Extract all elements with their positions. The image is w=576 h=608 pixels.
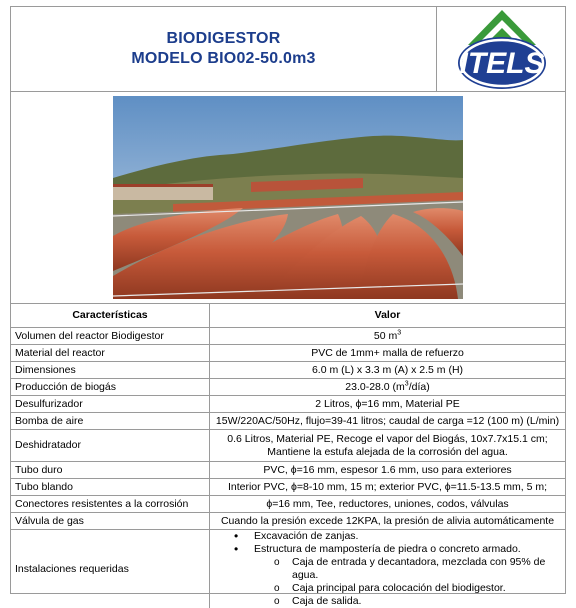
row-label: Dimensiones (11, 362, 210, 379)
table-row (11, 462, 565, 479)
photo-row (11, 91, 565, 304)
table-row (11, 328, 565, 345)
row-value-line: 0.6 Litros, Material PE, Recoge el vapor del Biogás, 10x7.7x15.1 cm; (214, 433, 561, 446)
table-row (11, 430, 565, 462)
row-label: Bomba de aire (11, 413, 210, 430)
row-value: PVC de 1mm+ malla de refuerzo (210, 345, 566, 362)
table-row (11, 530, 565, 608)
row-value: 50 $m^3$ (210, 328, 566, 345)
row-value: 23.0-28.0 $(m^3/día)$ (210, 379, 566, 396)
table-row (11, 345, 565, 362)
requirements-list (214, 530, 561, 608)
table-row (11, 379, 565, 396)
row-label: Desulfurizador (11, 396, 210, 413)
row-value (210, 530, 566, 608)
row-label: Material del reactor (11, 345, 210, 362)
table-row (11, 479, 565, 496)
itels-logo-icon (452, 7, 552, 91)
list-item: • Estructura de mampostería de piedra o concreto armado. o Caja de entrada y decantadora, mezclada con 95% de agua. o Caja principal para colocación del biodigestor. o Caja de salida. (254, 543, 561, 608)
requirements-sublist (254, 556, 561, 608)
row-label: Producción de biogás (11, 379, 210, 396)
row-label: Conectores resistentes a la corrosión (11, 496, 210, 513)
table-row (11, 496, 565, 513)
row-label: Instalaciones requeridas (11, 530, 210, 608)
row-value: 2 Litros, ϕ=16 mm, Material PE (210, 396, 566, 413)
column-header-value: Valor (210, 304, 566, 328)
row-value-line: Mantiene la estufa alejada de la corrosión del agua. (214, 446, 561, 459)
table-header-row (11, 304, 565, 328)
row-label: Volumen del reactor Biodigestor (11, 328, 210, 345)
logo-text: ITELS (459, 47, 544, 80)
page-title: BIODIGESTOR (11, 30, 436, 48)
spec-sheet (10, 6, 566, 594)
list-subitem: o Caja de salida. (292, 595, 561, 608)
row-value: Interior PVC, ϕ=8-10 mm, 15 m; exterior PVC, ϕ=11.5-13.5 mm, 5 m; (210, 479, 566, 496)
model-subtitle: MODELO BIO02-50.0m3 (11, 50, 436, 68)
biodigester-photo (113, 96, 463, 299)
list-item: • Excavación de zanjas. (254, 530, 561, 543)
row-value: 15W/220AC/50Hz, flujo=39-41 litros; caudal de carga =12 (100 m) (L/min) (210, 413, 566, 430)
row-label: Tubo duro (11, 462, 210, 479)
table-row (11, 513, 565, 530)
row-value: Cuando la presión excede 12KPA, la presión de alivia automáticamente (210, 513, 566, 530)
table-row (11, 413, 565, 430)
row-value: 6.0 m (L) x 3.3 m (A) x 2.5 m (H) (210, 362, 566, 379)
row-value (210, 430, 566, 462)
spec-table (11, 304, 565, 608)
row-label: Deshidratador (11, 430, 210, 462)
column-header-characteristics: Características (11, 304, 210, 328)
list-subitem: o Caja principal para colocación del biodigestor. (292, 582, 561, 595)
table-row (11, 396, 565, 413)
title-cell (11, 7, 437, 91)
row-value: ϕ=16 mm, Tee, reductores, uniones, codos, válvulas (210, 496, 566, 513)
header (11, 7, 565, 92)
list-subitem: o Caja de entrada y decantadora, mezclada con 95% de agua. (292, 556, 561, 582)
row-label: Válvula de gas (11, 513, 210, 530)
row-value: PVC, ϕ=16 mm, espesor 1.6 mm, uso para exteriores (210, 462, 566, 479)
table-row (11, 362, 565, 379)
row-label: Tubo blando (11, 479, 210, 496)
